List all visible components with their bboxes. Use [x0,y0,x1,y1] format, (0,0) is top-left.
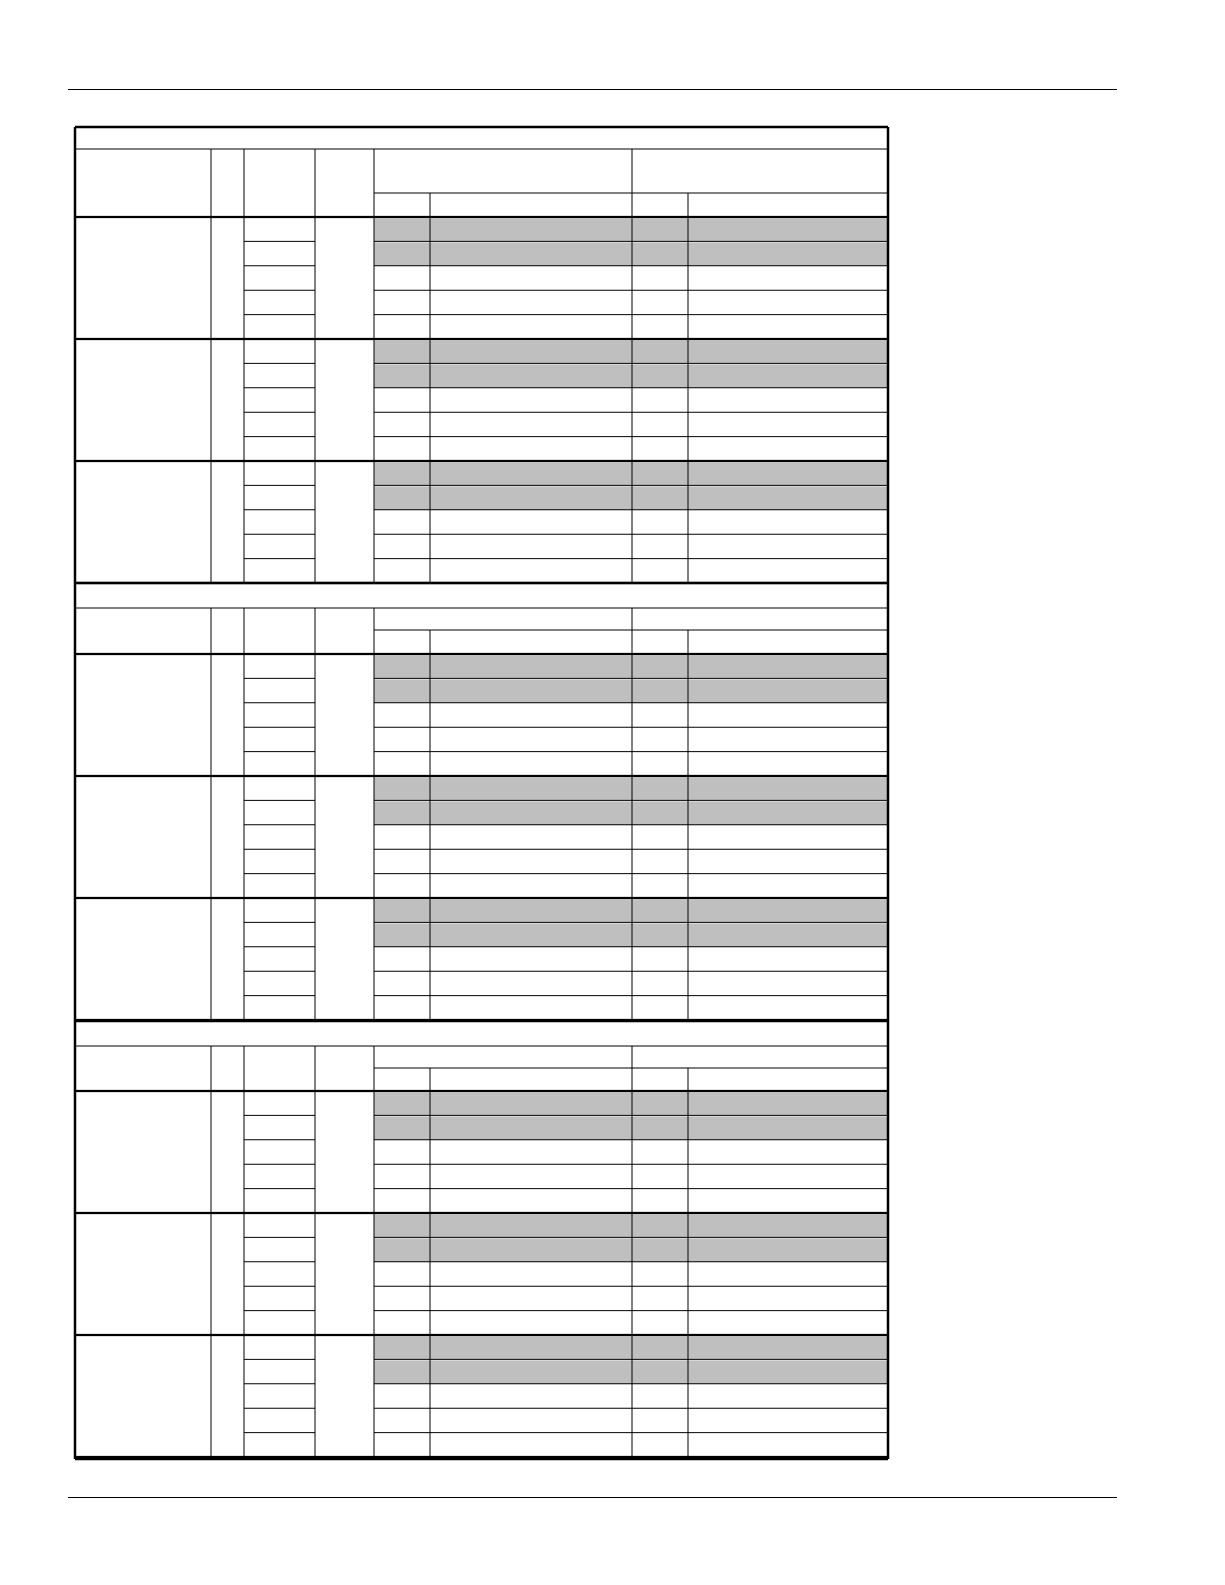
shaded-row [374,218,888,241]
shaded-row [374,777,888,800]
shaded-row [374,801,888,824]
shaded-row [374,1238,888,1261]
shaded-row [374,1116,888,1139]
shaded-row [374,655,888,678]
shaded-row [374,1214,888,1237]
shaded-row [374,1360,888,1383]
shaded-row [374,242,888,265]
shaded-row [374,486,888,509]
shaded-row [374,899,888,922]
shaded-row [374,462,888,485]
shaded-row [374,923,888,946]
shaded-row [374,340,888,363]
shaded-row [374,1092,888,1115]
shaded-row [374,364,888,387]
shaded-row [374,1336,888,1359]
shaded-row [374,679,888,702]
